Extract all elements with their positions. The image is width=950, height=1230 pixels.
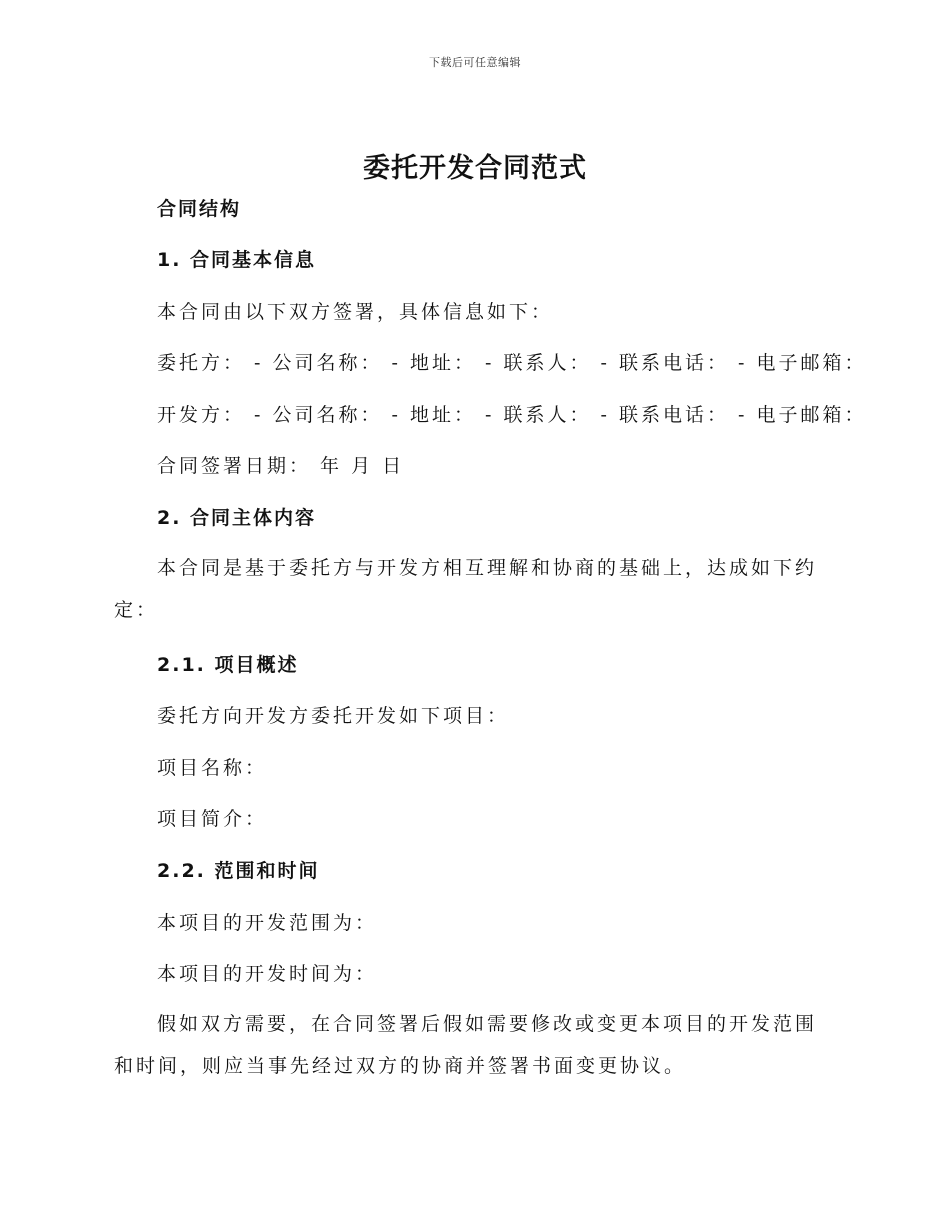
project-name-line: 项目名称：	[157, 757, 268, 779]
project-summary-line: 项目简介：	[157, 808, 268, 830]
subsection-heading-overview: 2.1. 项目概述	[157, 654, 299, 676]
section-heading-basic-info: 1. 合同基本信息	[157, 249, 317, 271]
basic-info-intro: 本合同由以下双方签署，具体信息如下：	[157, 301, 554, 323]
overview-line-1: 委托方向开发方委托开发如下项目：	[157, 705, 510, 727]
change-clause-paragraph: 假如双方需要，在合同签署后假如需要修改或变更本项目的开发范围和时间，则应当事先经过双方的协商并签署书面变更协议。	[114, 1013, 818, 1077]
section-heading-main-content: 2. 合同主体内容	[157, 507, 317, 529]
section-heading-structure: 合同结构	[157, 198, 242, 220]
sign-date-line: 合同签署日期： 年 月 日	[157, 455, 405, 477]
scope-line: 本项目的开发范围为：	[157, 912, 378, 934]
developer-info-line: 开发方： - 公司名称： - 地址： - 联系人： - 联系电话： - 电子邮箱：	[157, 404, 867, 426]
time-line: 本项目的开发时间为：	[157, 963, 378, 985]
main-content-intro: 本合同是基于委托方与开发方相互理解和协商的基础上，达成如下约定：	[114, 557, 818, 621]
subsection-heading-scope-time: 2.2. 范围和时间	[157, 860, 320, 882]
document-title: 委托开发合同范式	[363, 153, 587, 184]
page-header-note: 下载后可任意编辑	[429, 56, 521, 69]
client-info-line: 委托方： - 公司名称： - 地址： - 联系人： - 联系电话： - 电子邮箱：	[157, 352, 867, 374]
